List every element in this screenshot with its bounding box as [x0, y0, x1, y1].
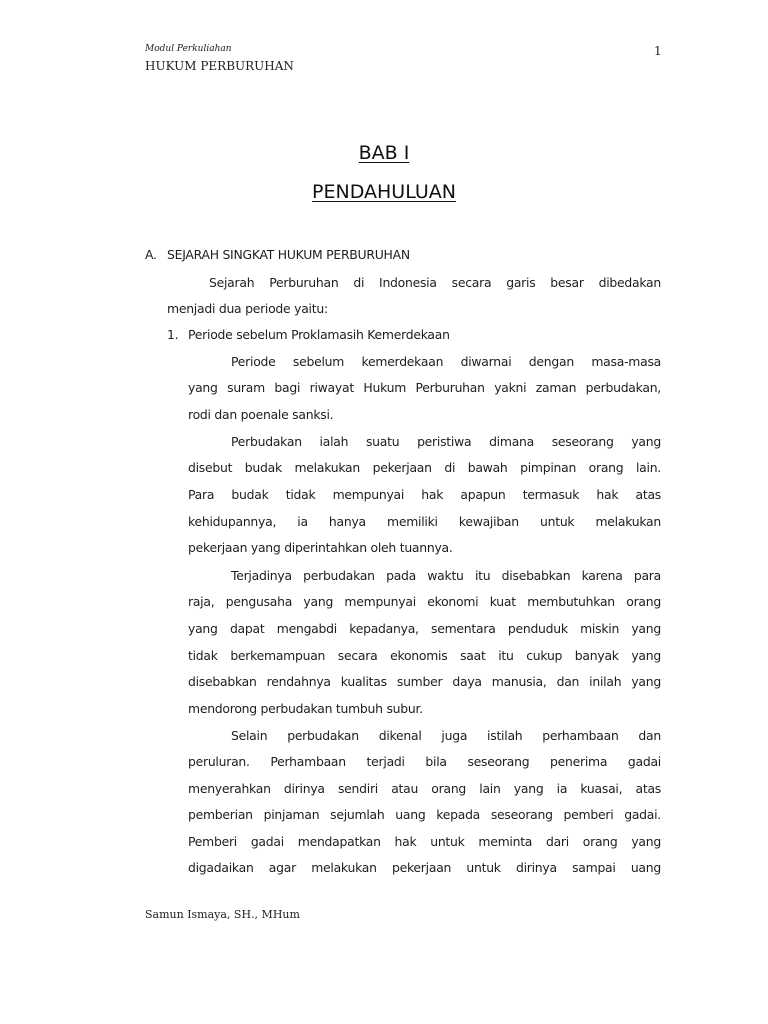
chapter-number: BAB I	[358, 142, 410, 164]
text-line: tidak berkemampuan secara ekonomis saat itu cukup banyak yang	[188, 648, 661, 663]
text-line: disebabkan rendahnya kualitas sumber daya manusia, dan inilah yang	[188, 674, 661, 689]
section-heading: SEJARAH SINGKAT HUKUM PERBURUHAN	[167, 247, 410, 262]
text-line: pekerjaan yang diperintahkan oleh tuannya.	[188, 540, 453, 555]
text-line: peruluran. Perhambaan terjadi bila seseorang penerima gadai	[188, 754, 661, 769]
module-label: Modul Perkuliahan	[145, 44, 232, 54]
subsection-label: 1.	[167, 327, 179, 342]
subsection-heading: Periode sebelum Proklamasih Kemerdekaan	[188, 327, 450, 342]
chapter-title: PENDAHULUAN	[312, 181, 456, 203]
text-line: Para budak tidak mempunyai hak apapun termasuk hak atas	[188, 487, 661, 502]
text-line: menyerahkan dirinya sendiri atau orang lain yang ia kuasai, atas	[188, 781, 661, 796]
section-label: A.	[145, 247, 157, 262]
subject-title: HUKUM PERBURUHAN	[145, 59, 294, 73]
page-number: 1	[654, 44, 662, 58]
text-line: Pemberi gadai mendapatkan hak untuk meminta dari orang yang	[188, 834, 661, 849]
text-line: Perbudakan ialah suatu peristiwa dimana seseorang yang	[231, 434, 661, 449]
text-line: yang dapat mengabdi kepadanya, sementara penduduk miskin yang	[188, 621, 661, 636]
intro-line: menjadi dua periode yaitu:	[167, 301, 328, 316]
text-line: yang suram bagi riwayat Hukum Perburuhan yakni zaman perbudakan,	[188, 380, 661, 395]
text-line: rodi dan poenale sanksi.	[188, 407, 334, 422]
text-line: raja, pengusaha yang mempunyai ekonomi kuat membutuhkan orang	[188, 594, 661, 609]
text-line: mendorong perbudakan tumbuh subur.	[188, 701, 423, 716]
text-line: Selain perbudakan dikenal juga istilah perhambaan dan	[231, 728, 661, 743]
footer-author: Samun Ismaya, SH., MHum	[145, 908, 300, 921]
text-line: Terjadinya perbudakan pada waktu itu disebabkan karena para	[231, 568, 661, 583]
text-line: Periode sebelum kemerdekaan diwarnai dengan masa-masa	[231, 354, 661, 369]
text-line: kehidupannya, ia hanya memiliki kewajiban untuk melakukan	[188, 514, 661, 529]
text-line: digadaikan agar melakukan pekerjaan untuk dirinya sampai uang	[188, 860, 661, 875]
text-line: pemberian pinjaman sejumlah uang kepada seseorang pemberi gadai.	[188, 807, 661, 822]
intro-line: Sejarah Perburuhan di Indonesia secara garis besar dibedakan	[209, 275, 661, 290]
text-line: disebut budak melakukan pekerjaan di bawah pimpinan orang lain.	[188, 460, 661, 475]
